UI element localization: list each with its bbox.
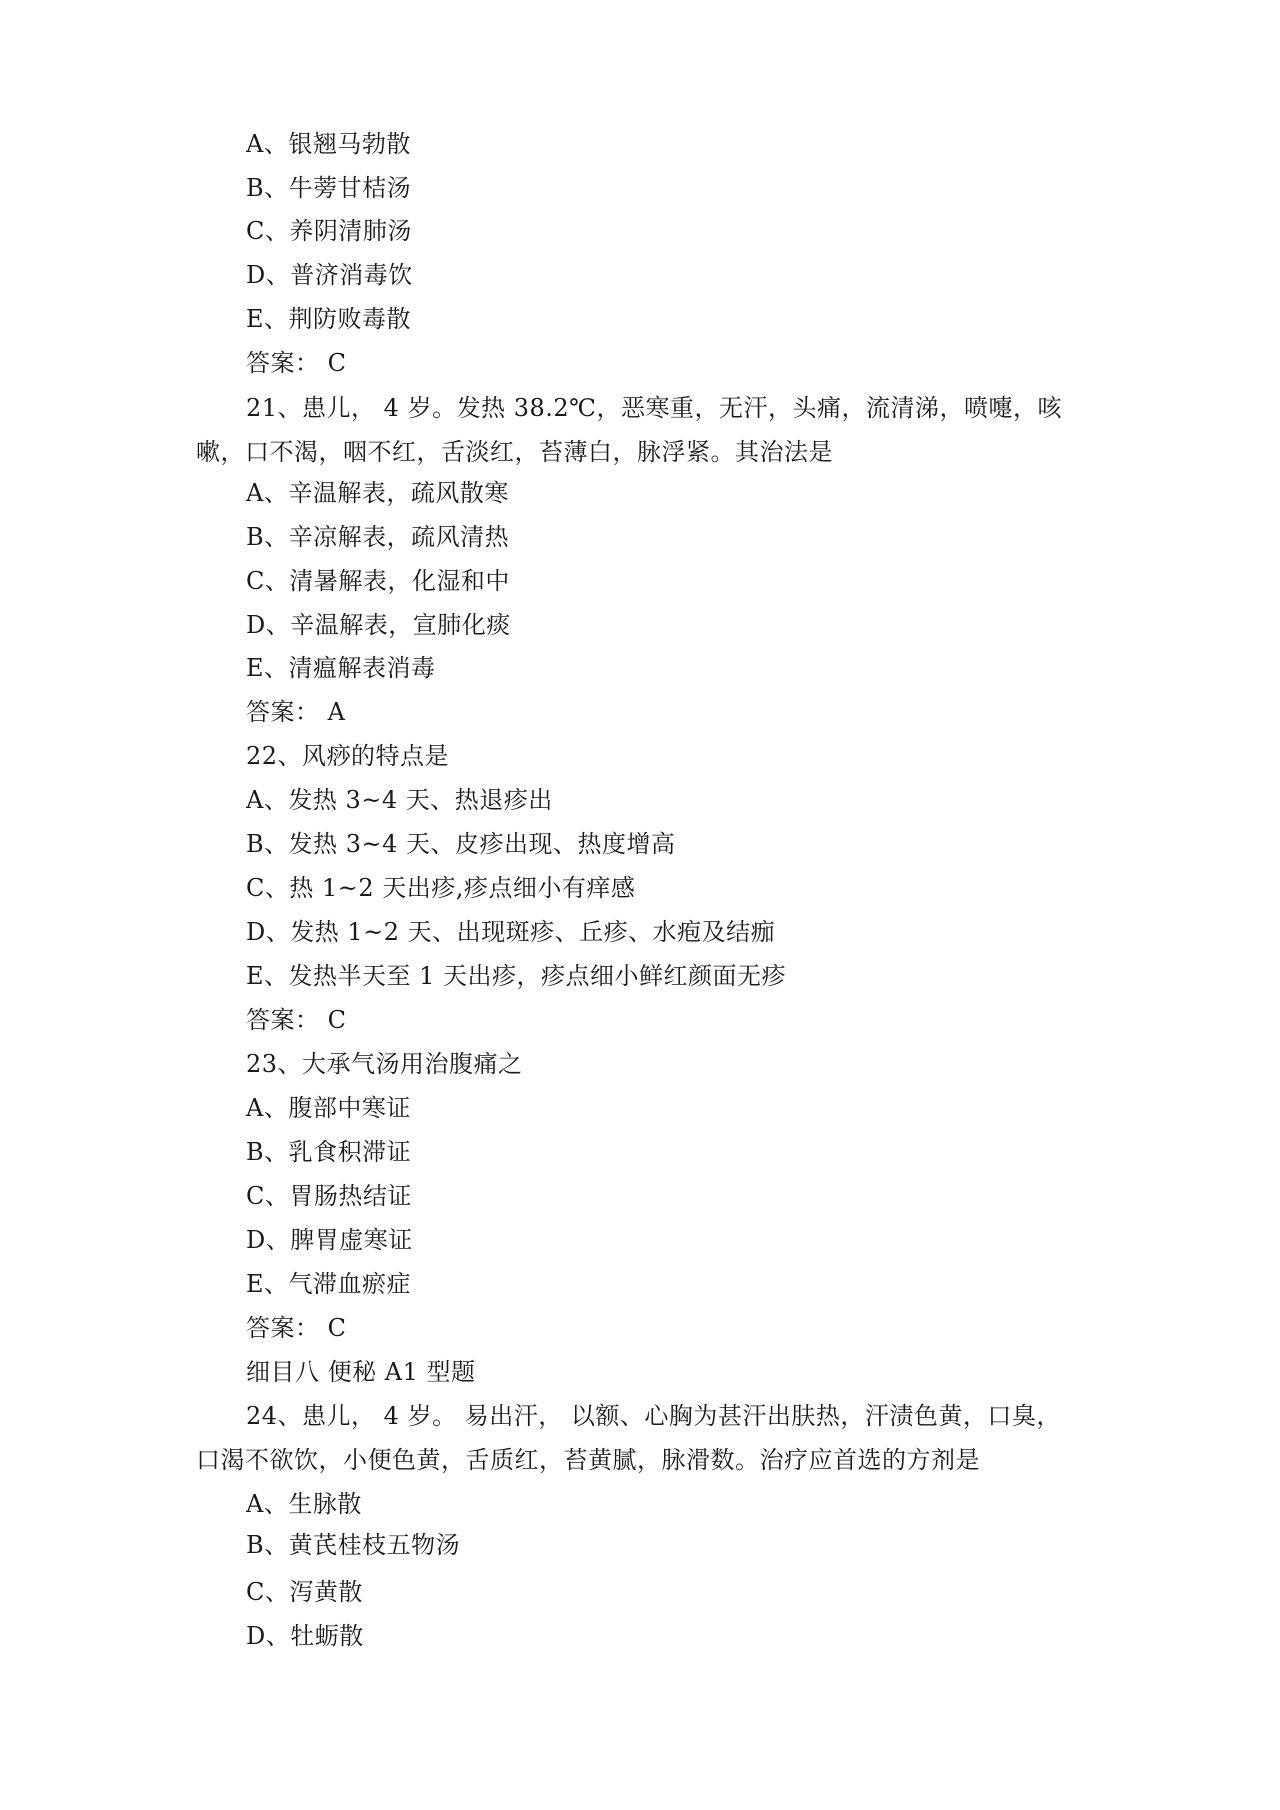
option-e: E、发热半天至 1 天出疹，疹点细小鲜红颜面无疹 [246,962,787,990]
option-d: D、脾胃虚寒证 [246,1226,413,1254]
question-24-stem-cont: 口渴不欲饮，小便色黄，舌质红，苔黄腻，脉滑数。治疗应首选的方剂是 [196,1446,980,1474]
question-23-stem: 23、大承气汤用治腹痛之 [246,1050,523,1078]
option-a: A、腹部中寒证 [246,1094,411,1122]
question-21-stem-cont: 嗽，口不渴，咽不红，舌淡红，苔薄白，脉浮紧。其治法是 [196,438,833,466]
option-e: E、荆防败毒散 [246,305,412,333]
option-c: C、清暑解表，化湿和中 [246,567,510,595]
option-d: D、辛温解表，宣肺化痰 [246,611,511,639]
option-b: B、辛凉解表，疏风清热 [246,523,510,551]
option-a: A、银翘马勃散 [246,130,411,158]
option-a: A、生脉散 [246,1490,362,1518]
option-c: C、胃肠热结证 [246,1182,412,1210]
option-b: B、乳食积滞证 [246,1138,412,1166]
option-b: B、发热 3~4 天、皮疹出现、热度增高 [246,830,676,858]
option-c: C、热 1~2 天出疹,疹点细小有痒感 [246,874,636,902]
answer-line: 答案： C [246,349,347,377]
option-a: A、辛温解表，疏风散寒 [246,479,509,507]
option-c: C、泻黄散 [246,1578,363,1606]
answer-line: 答案： A [246,698,346,726]
question-21-stem: 21、患儿， 4 岁。发热 38.2℃，恶寒重，无汗，头痛，流清涕，喷嚏，咳 [246,394,1062,422]
option-d: D、牡蛎散 [246,1622,364,1650]
section-heading: 细目八 便秘 A1 型题 [246,1358,476,1386]
option-e: E、气滞血瘀症 [246,1270,412,1298]
option-b: B、黄芪桂枝五物汤 [246,1531,461,1559]
answer-line: 答案： C [246,1314,347,1342]
option-c: C、养阴清肺汤 [246,217,412,245]
question-22-stem: 22、风痧的特点是 [246,742,450,770]
option-d: D、普济消毒饮 [246,261,413,289]
option-b: B、牛蒡甘桔汤 [246,174,412,202]
option-e: E、清瘟解表消毒 [246,654,436,682]
option-a: A、发热 3~4 天、热退疹出 [246,786,553,814]
option-d: D、发热 1~2 天、出现斑疹、丘疹、水疱及结痂 [246,918,776,946]
answer-line: 答案： C [246,1006,347,1034]
question-24-stem: 24、患儿， 4 岁。 易出汗， 以额、心胸为甚汗出肤热，汗渍色黄，口臭， [246,1402,1061,1430]
